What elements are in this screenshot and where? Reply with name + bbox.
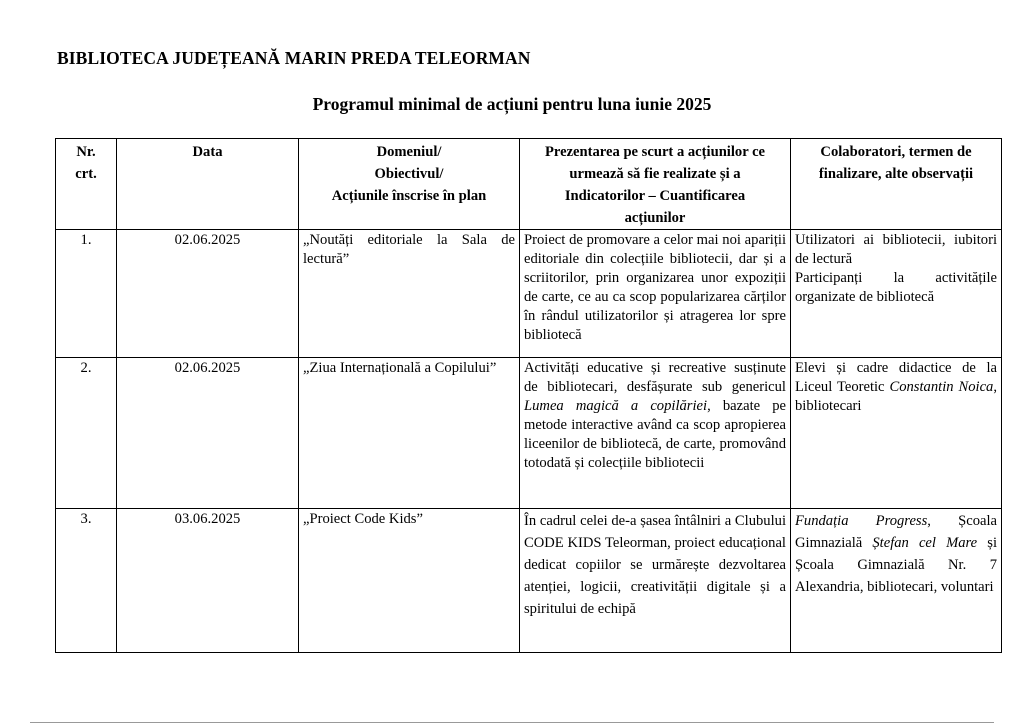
row-date: 03.06.2025 <box>117 509 299 653</box>
row-description: În cadrul celei de-a șasea întâlniri a Clubului CODE KIDS Teleorman, proiect educațional dedicat copiilor se urmărește dezvoltarea atenției, logicii, creativității digitale și a spiritului de echipă <box>520 509 791 653</box>
table-row <box>56 358 1002 509</box>
page-bottom-rule <box>30 722 994 723</box>
header-nr: Nr. crt. <box>56 139 117 230</box>
header-description: Prezentarea pe scurt a acțiunilor ce urmează să fie realizate și a Indicatorilor – Cuantificarea acțiunilor <box>520 139 791 230</box>
row-domain: „Proiect Code Kids” <box>299 509 520 653</box>
header-collaborators: Colaboratori, termen de finalizare, alte observații <box>791 139 1002 230</box>
table-row <box>56 230 1002 358</box>
row-description: Proiect de promovare a celor mai noi apariții editoriale din colecțiile bibliotecii, dar și a scriitorilor, prin organizarea unor expoziții de carte, ce au ca scop popularizarea cărților în rândul utilizatorilor și atragerea lor spre bibliotecă <box>520 230 791 358</box>
table-row <box>56 509 1002 653</box>
row-description: Activități educative și recreative susținute de bibliotecari, desfășurate sub genericul Lumea magică a copilăriei, bazate pe metode interactive având ca scop apropierea liceenilor de bibliotecă, de carte, promovând totodată și colecțiile bibliotecii <box>520 358 791 509</box>
row-number: 1. <box>56 230 117 358</box>
row-date: 02.06.2025 <box>117 358 299 509</box>
row-collaborators: Elevi și cadre didactice de la Liceul Teoretic Constantin Noica, bibliotecari <box>791 358 1002 509</box>
header-domain: Domeniul/ Obiectivul/ Acțiunile înscrise în plan <box>299 139 520 230</box>
row-collaborators: Fundația Progress, Școala Gimnazială Ștefan cel Mare și Școala Gimnazială Nr. 7 Alexandria, bibliotecari, voluntari <box>791 509 1002 653</box>
table-header-row <box>56 139 1002 230</box>
row-number: 3. <box>56 509 117 653</box>
program-table <box>55 138 1002 653</box>
row-collaborators: Utilizatori ai bibliotecii, iubitori de lectură Participanți la activitățile organizate de bibliotecă <box>791 230 1002 358</box>
header-date: Data <box>117 139 299 230</box>
program-title: Programul minimal de acțiuni pentru luna iunie 2025 <box>312 94 712 114</box>
row-date: 02.06.2025 <box>117 230 299 358</box>
row-domain: „Noutăți editoriale la Sala de lectură” <box>299 230 520 358</box>
row-domain: „Ziua Internațională a Copilului” <box>299 358 520 509</box>
row-number: 2. <box>56 358 117 509</box>
institution-title: BIBLIOTECA JUDEȚEANĂ MARIN PREDA TELEORMAN <box>57 48 531 68</box>
